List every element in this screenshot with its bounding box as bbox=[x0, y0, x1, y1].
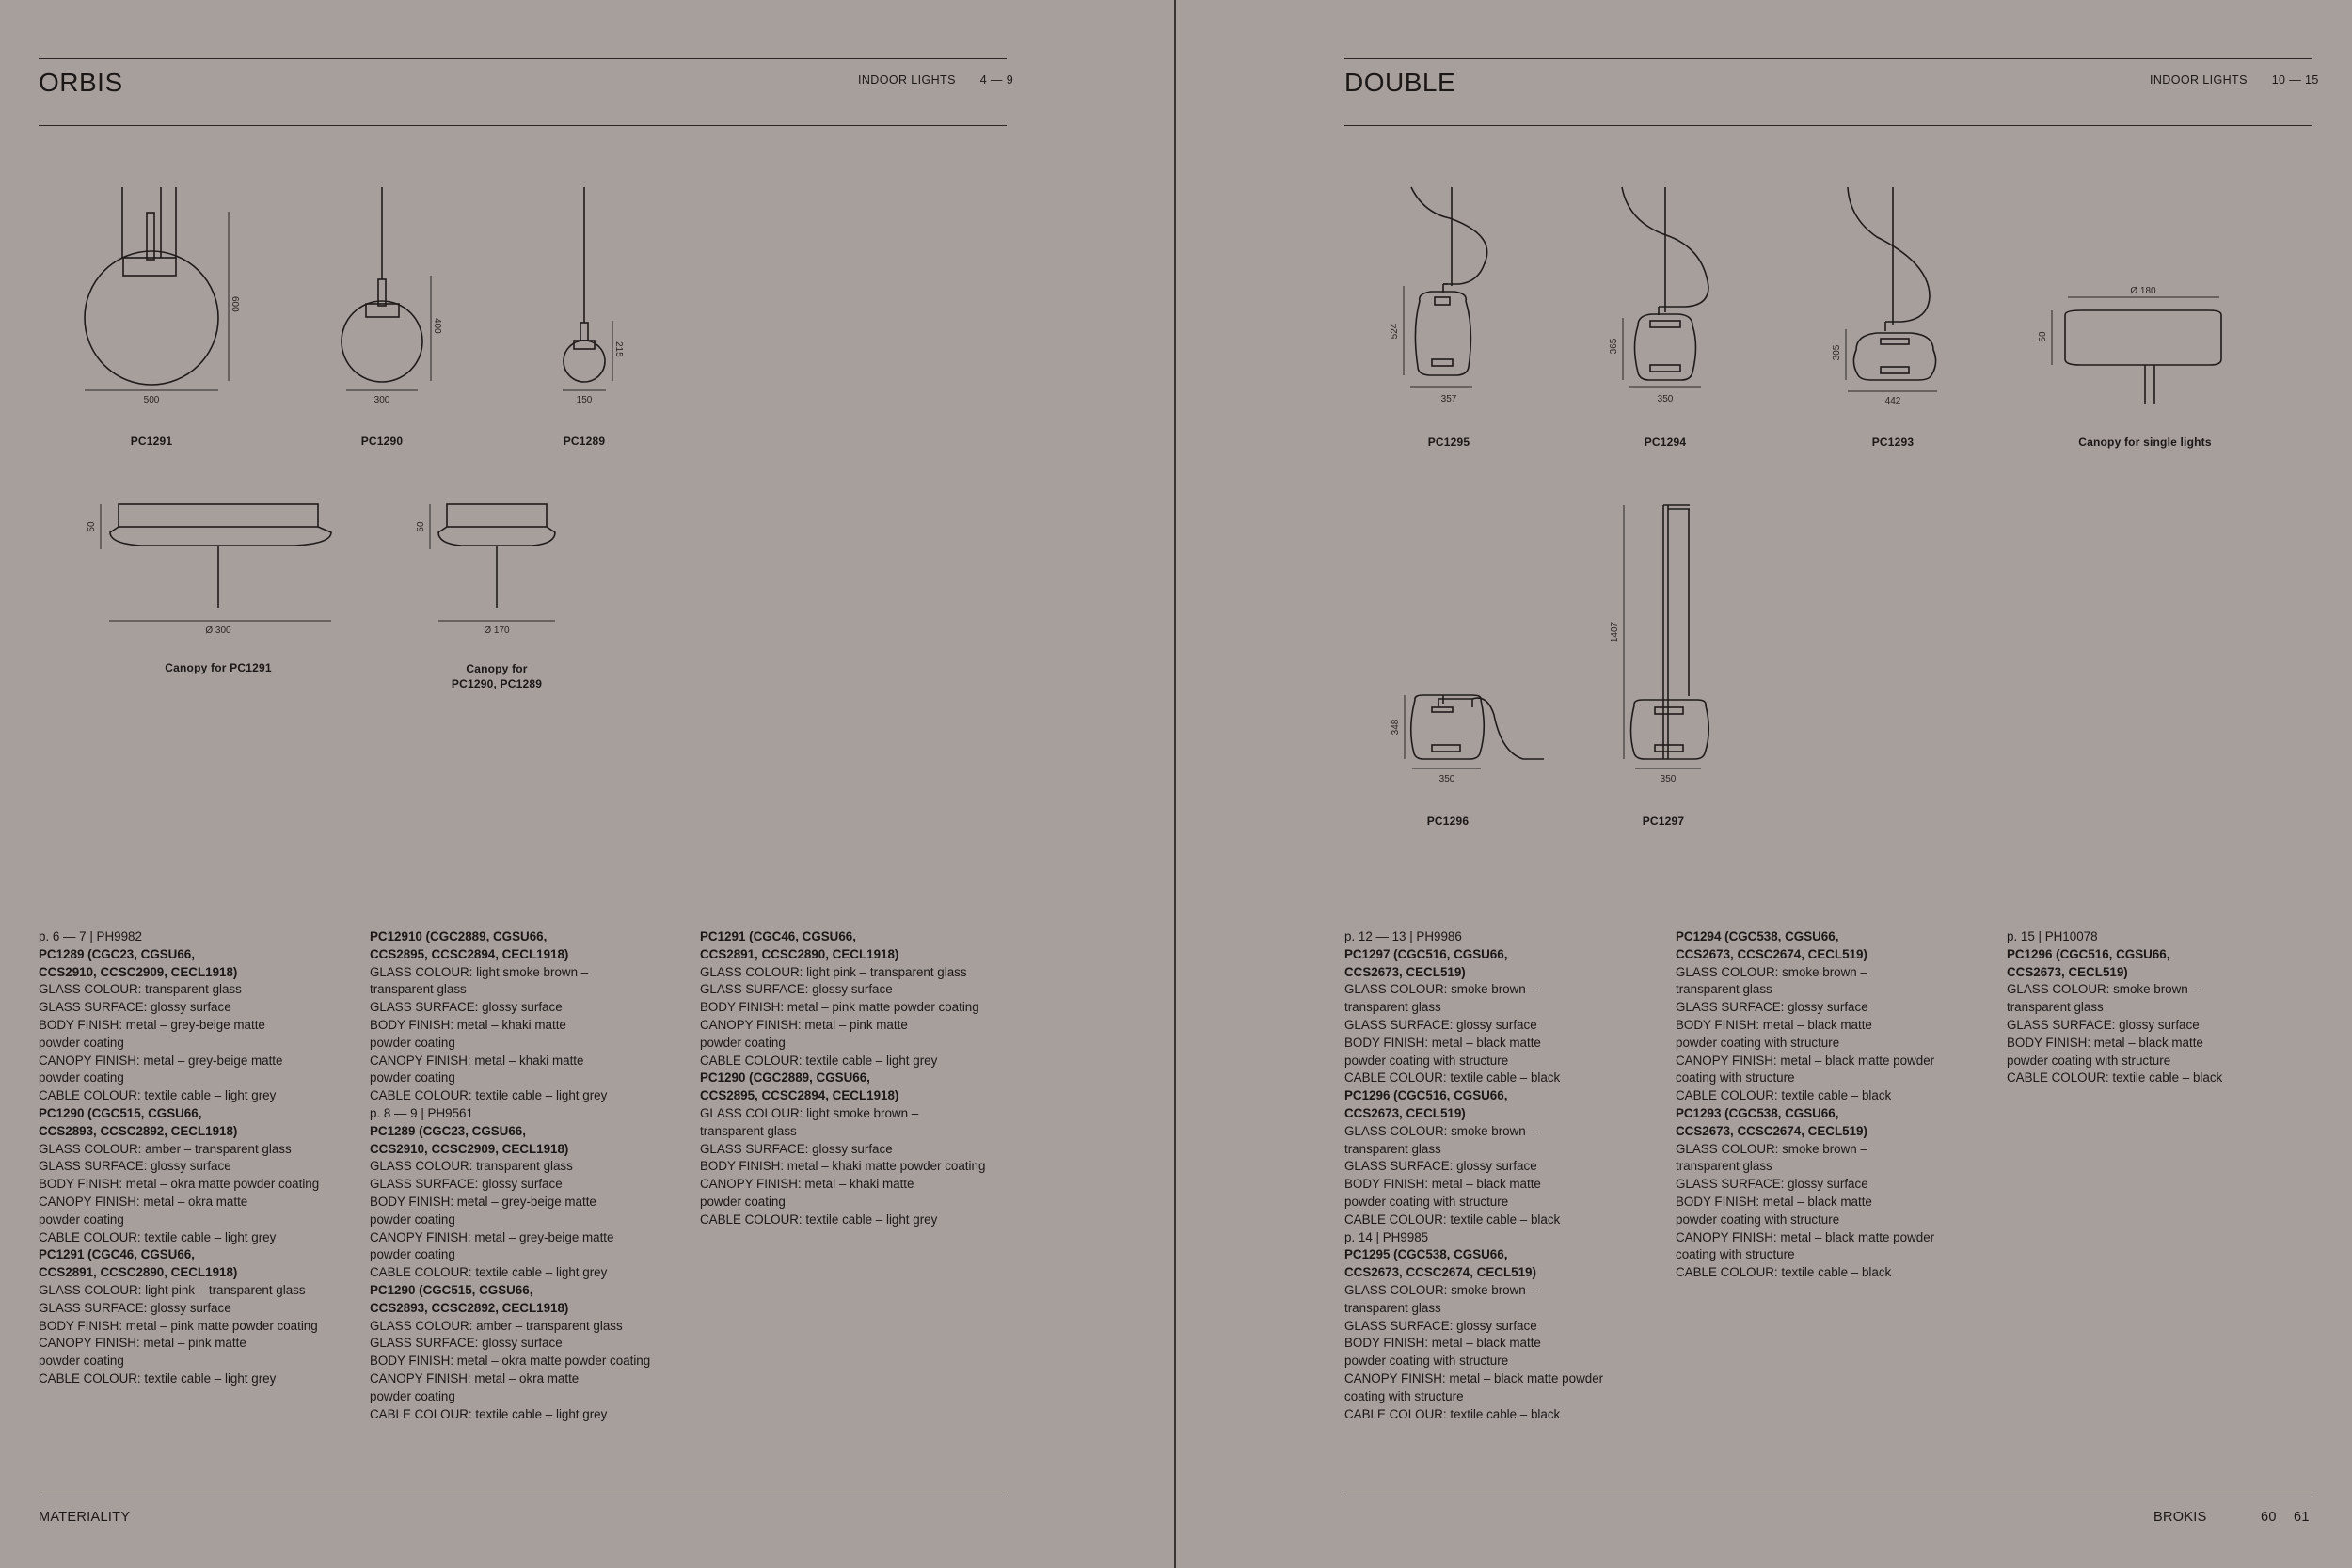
page-number-left: 60 bbox=[2261, 1510, 2277, 1525]
spec-line: GLASS SURFACE: glossy surface bbox=[370, 1336, 563, 1351]
spec-line: CANOPY FINISH: metal – grey-beige matte bbox=[370, 1229, 614, 1244]
spec-line: GLASS SURFACE: glossy surface bbox=[2007, 1017, 2200, 1032]
spec-line: CANOPY FINISH: metal – khaki matte bbox=[370, 1053, 584, 1068]
spec-line: CABLE COLOUR: textile cable – black bbox=[1676, 1265, 1892, 1280]
spec-line: BODY FINISH: metal – khaki matte powder coating bbox=[700, 1159, 986, 1174]
spec-line: powder coating with structure bbox=[1676, 1035, 1840, 1050]
spec-block bbox=[39, 928, 349, 1105]
canopy-pc1290-drawing bbox=[416, 504, 555, 636]
dim-h1294: 365 bbox=[1609, 338, 1619, 355]
spec-line: CANOPY FINISH: metal – pink matte bbox=[700, 1017, 908, 1032]
product-code: CCS2910, CCSC2909, CECL1918) bbox=[370, 1141, 569, 1156]
spec-block bbox=[370, 1282, 680, 1423]
spec-block bbox=[39, 1246, 349, 1387]
label-canopy-pc1291: Canopy for PC1291 bbox=[165, 661, 272, 674]
spec-line: GLASS SURFACE: glossy surface bbox=[1676, 1000, 1868, 1015]
spec-line: powder coating bbox=[370, 1212, 455, 1227]
spec-line: GLASS COLOUR: amber – transparent glass bbox=[39, 1141, 292, 1156]
spec-line: CABLE COLOUR: textile cable – black bbox=[1344, 1070, 1561, 1085]
spec-column-2 bbox=[1676, 928, 1986, 1282]
spec-line: GLASS SURFACE: glossy surface bbox=[39, 1300, 231, 1315]
spec-line: BODY FINISH: metal – pink matte powder coating bbox=[700, 1000, 979, 1015]
left-page bbox=[0, 0, 1174, 1568]
page-title: DOUBLE bbox=[1344, 68, 1456, 97]
label-pc1293: PC1293 bbox=[1871, 436, 1915, 449]
spec-line: powder coating with structure bbox=[1676, 1212, 1840, 1227]
dim-h1293: 305 bbox=[1832, 344, 1842, 361]
page-number-right: 61 bbox=[2294, 1510, 2310, 1525]
label-pc1294: PC1294 bbox=[1644, 436, 1687, 449]
dim-w1: 500 bbox=[143, 395, 160, 405]
spec-line: powder coating bbox=[39, 1212, 124, 1227]
dim-h1295: 524 bbox=[1390, 323, 1400, 340]
spec-line: GLASS SURFACE: glossy surface bbox=[1676, 1177, 1868, 1192]
label-pc1289: PC1289 bbox=[563, 435, 606, 448]
product-code: CCS2891, CCSC2890, CECL1918) bbox=[39, 1265, 238, 1280]
spec-line: powder coating bbox=[370, 1388, 455, 1403]
spec-line: CANOPY FINISH: metal – black matte powder bbox=[1676, 1053, 1935, 1068]
spec-line: powder coating bbox=[700, 1194, 786, 1209]
spec-line: BODY FINISH: metal – pink matte powder coating bbox=[39, 1318, 318, 1333]
pc1295-drawing bbox=[1390, 187, 1487, 404]
spec-line: CABLE COLOUR: textile cable – black bbox=[1344, 1212, 1561, 1227]
spec-line: powder coating bbox=[39, 1070, 124, 1085]
spec-line: transparent glass bbox=[1344, 1300, 1441, 1315]
dim-w3: 150 bbox=[576, 395, 593, 405]
spec-line: GLASS COLOUR: smoke brown – bbox=[1676, 964, 1867, 979]
spec-line: powder coating with structure bbox=[1344, 1194, 1509, 1209]
spec-line: CABLE COLOUR: textile cable – light grey bbox=[700, 1053, 938, 1068]
label-pc1295: PC1295 bbox=[1427, 436, 1470, 449]
page-reference: p. 12 — 13 | PH9986 bbox=[1344, 929, 1462, 943]
spec-line: CANOPY FINISH: metal – khaki matte bbox=[700, 1177, 914, 1192]
spec-line: BODY FINISH: metal – okra matte powder coating bbox=[39, 1177, 320, 1192]
spec-line: BODY FINISH: metal – black matte bbox=[1344, 1336, 1541, 1351]
right-page bbox=[1177, 0, 2352, 1568]
spec-line: BODY FINISH: metal – grey-beige matte bbox=[370, 1194, 596, 1209]
product-code: CCS2673, CECL519) bbox=[2007, 964, 2128, 979]
spec-line: BODY FINISH: metal – black matte bbox=[1344, 1035, 1541, 1050]
product-code: CCS2673, CCSC2674, CECL519) bbox=[1676, 946, 1867, 961]
spec-line: CABLE COLOUR: textile cable – light grey bbox=[370, 1406, 608, 1421]
spec-block bbox=[1676, 1105, 1986, 1282]
label-pc1297: PC1297 bbox=[1642, 815, 1685, 828]
product-code: CCS2673, CCSC2674, CECL519) bbox=[1344, 1265, 1536, 1280]
spec-line: powder coating bbox=[700, 1035, 786, 1050]
spec-column-3 bbox=[700, 928, 1010, 1229]
pc1296-drawing bbox=[1391, 695, 1544, 784]
dim-c1d: Ø 300 bbox=[205, 626, 231, 636]
spec-line: CABLE COLOUR: textile cable – light grey bbox=[370, 1088, 608, 1103]
footer-title: MATERIALITY bbox=[39, 1510, 131, 1525]
spec-line: powder coating with structure bbox=[2007, 1053, 2171, 1068]
page-range: 10 — 15 bbox=[2271, 73, 2319, 87]
spec-line: CANOPY FINISH: metal – black matte powder bbox=[1676, 1229, 1935, 1244]
page-title: ORBIS bbox=[39, 68, 123, 97]
product-code: PC1296 (CGC516, CGSU66, bbox=[1344, 1088, 1508, 1103]
page-reference: p. 6 — 7 | PH9982 bbox=[39, 929, 142, 943]
product-code: CCS2673, CECL519) bbox=[1344, 964, 1466, 979]
dim-w1296: 350 bbox=[1438, 774, 1455, 784]
label-pc1296: PC1296 bbox=[1426, 815, 1470, 828]
product-code: CCS2893, CCSC2892, CECL1918) bbox=[39, 1123, 238, 1138]
spec-line: BODY FINISH: metal – black matte bbox=[1676, 1017, 1872, 1032]
canopy-single-drawing bbox=[2038, 286, 2221, 404]
spec-line: transparent glass bbox=[1344, 1141, 1441, 1156]
spec-line: GLASS SURFACE: glossy surface bbox=[700, 982, 893, 997]
double-drawings bbox=[1177, 0, 2352, 847]
spec-line: transparent glass bbox=[370, 982, 467, 997]
spec-line: GLASS SURFACE: glossy surface bbox=[1344, 1318, 1537, 1333]
spec-line: BODY FINISH: metal – okra matte powder coating bbox=[370, 1354, 651, 1369]
spec-line: powder coating bbox=[39, 1354, 124, 1369]
spec-block bbox=[370, 928, 680, 1105]
product-code: PC12910 (CGC2889, CGSU66, bbox=[370, 929, 548, 943]
page-range: 4 — 9 bbox=[979, 73, 1014, 87]
dim-c2d: Ø 170 bbox=[484, 626, 510, 636]
spec-line: coating with structure bbox=[1344, 1388, 1464, 1403]
spec-line: GLASS SURFACE: glossy surface bbox=[39, 1000, 231, 1015]
product-code: PC1290 (CGC515, CGSU66, bbox=[370, 1282, 533, 1297]
spec-block bbox=[1344, 1229, 1655, 1424]
spec-column-1 bbox=[39, 928, 349, 1388]
dim-h1296: 348 bbox=[1391, 719, 1401, 736]
dim-cd: Ø 180 bbox=[2130, 286, 2156, 296]
section-name: INDOOR LIGHTS bbox=[858, 73, 956, 87]
dim-h1: 600 bbox=[230, 296, 240, 312]
spec-line: GLASS COLOUR: light pink – transparent glass bbox=[700, 964, 967, 979]
product-code: PC1294 (CGC538, CGSU66, bbox=[1676, 929, 1839, 943]
spec-line: CABLE COLOUR: textile cable – light grey bbox=[700, 1212, 938, 1227]
spec-block bbox=[700, 1069, 1010, 1228]
spec-line: BODY FINISH: metal – black matte bbox=[1344, 1177, 1541, 1192]
product-code: PC1291 (CGC46, CGSU66, bbox=[39, 1247, 195, 1262]
spec-block bbox=[370, 1105, 680, 1282]
product-code: CCS2673, CCSC2674, CECL519) bbox=[1676, 1123, 1867, 1138]
pc1291-drawing bbox=[85, 187, 240, 405]
spec-line: GLASS COLOUR: transparent glass bbox=[39, 982, 242, 997]
pc1294-drawing bbox=[1609, 187, 1708, 404]
spec-column-1 bbox=[1344, 928, 1655, 1423]
label-canopy-pc1290 bbox=[421, 661, 572, 691]
spec-line: GLASS SURFACE: glossy surface bbox=[700, 1141, 893, 1156]
spec-line: transparent glass bbox=[2007, 1000, 2104, 1015]
product-code: CCS2895, CCSC2894, CECL1918) bbox=[370, 946, 569, 961]
product-code: PC1296 (CGC516, CGSU66, bbox=[2007, 946, 2170, 961]
spec-line: GLASS COLOUR: transparent glass bbox=[370, 1159, 573, 1174]
spec-line: GLASS COLOUR: smoke brown – bbox=[1344, 1282, 1536, 1297]
spec-line: GLASS COLOUR: smoke brown – bbox=[2007, 982, 2199, 997]
spec-line: coating with structure bbox=[1676, 1070, 1795, 1085]
page-reference: p. 8 — 9 | PH9561 bbox=[370, 1105, 473, 1120]
spec-line: powder coating with structure bbox=[1344, 1053, 1509, 1068]
spec-line: CABLE COLOUR: textile cable – light grey bbox=[39, 1229, 277, 1244]
product-code: CCS2910, CCSC2909, CECL1918) bbox=[39, 964, 238, 979]
spec-line: coating with structure bbox=[1676, 1247, 1795, 1262]
product-code: CCS2893, CCSC2892, CECL1918) bbox=[370, 1300, 569, 1315]
spec-line: GLASS COLOUR: light smoke brown – bbox=[700, 1105, 919, 1120]
spec-line: CABLE COLOUR: textile cable – black bbox=[1676, 1088, 1892, 1103]
product-code: PC1291 (CGC46, CGSU66, bbox=[700, 929, 856, 943]
spec-line: CABLE COLOUR: textile cable – light grey bbox=[39, 1088, 277, 1103]
spec-line: CABLE COLOUR: textile cable – black bbox=[1344, 1406, 1561, 1421]
label-canopy-line1: Canopy for bbox=[466, 662, 528, 675]
label-pc1291: PC1291 bbox=[130, 435, 173, 448]
page-reference: p. 15 | PH10078 bbox=[2007, 929, 2098, 943]
spec-line: CANOPY FINISH: metal – pink matte bbox=[39, 1336, 246, 1351]
spec-line: CABLE COLOUR: textile cable – black bbox=[2007, 1070, 2223, 1085]
dim-h3: 215 bbox=[613, 341, 624, 357]
spec-line: BODY FINISH: metal – khaki matte bbox=[370, 1017, 566, 1032]
spec-line: transparent glass bbox=[1676, 1159, 1772, 1174]
spec-line: GLASS SURFACE: glossy surface bbox=[1344, 1159, 1537, 1174]
dim-w1297: 350 bbox=[1660, 774, 1677, 784]
spec-block bbox=[700, 928, 1010, 1069]
dim-h1297: 1407 bbox=[1610, 621, 1620, 643]
spec-line: GLASS SURFACE: glossy surface bbox=[370, 1177, 563, 1192]
spec-line: CANOPY FINISH: metal – okra matte bbox=[39, 1194, 248, 1209]
spec-line: GLASS SURFACE: glossy surface bbox=[1344, 1017, 1537, 1032]
dim-ch: 50 bbox=[2038, 331, 2048, 342]
pc1289-drawing bbox=[563, 187, 624, 405]
dim-h2: 400 bbox=[432, 318, 442, 334]
spec-line: GLASS COLOUR: light pink – transparent glass bbox=[39, 1282, 306, 1297]
spec-block bbox=[1344, 928, 1655, 1087]
product-code: PC1297 (CGC516, CGSU66, bbox=[1344, 946, 1508, 961]
dim-w1293: 442 bbox=[1884, 396, 1901, 406]
spec-line: powder coating bbox=[370, 1035, 455, 1050]
spec-line: transparent glass bbox=[700, 1123, 797, 1138]
orbis-drawings bbox=[0, 0, 1174, 734]
spec-block bbox=[1676, 928, 1986, 1105]
spec-line: BODY FINISH: metal – black matte bbox=[2007, 1035, 2203, 1050]
product-code: CCS2891, CCSC2890, CECL1918) bbox=[700, 946, 899, 961]
spec-line: CABLE COLOUR: textile cable – light grey bbox=[39, 1370, 277, 1386]
spec-line: BODY FINISH: metal – black matte bbox=[1676, 1194, 1872, 1209]
spec-block bbox=[2007, 928, 2317, 1087]
label-pc1290: PC1290 bbox=[360, 435, 404, 448]
pc1297-drawing bbox=[1610, 505, 1708, 784]
spec-line: CANOPY FINISH: metal – black matte powder bbox=[1344, 1370, 1604, 1386]
product-code: PC1289 (CGC23, CGSU66, bbox=[370, 1123, 526, 1138]
product-code: PC1289 (CGC23, CGSU66, bbox=[39, 946, 195, 961]
spec-line: GLASS SURFACE: glossy surface bbox=[370, 1000, 563, 1015]
footer-brand: BROKIS bbox=[2153, 1510, 2207, 1525]
product-code: PC1293 (CGC538, CGSU66, bbox=[1676, 1105, 1839, 1120]
product-code: PC1290 (CGC515, CGSU66, bbox=[39, 1105, 202, 1120]
product-code: PC1295 (CGC538, CGSU66, bbox=[1344, 1247, 1508, 1262]
spec-line: powder coating with structure bbox=[1344, 1354, 1509, 1369]
spec-line: powder coating bbox=[370, 1070, 455, 1085]
spec-line: transparent glass bbox=[1676, 982, 1772, 997]
spine-divider bbox=[1174, 0, 1176, 1568]
dim-c1h: 50 bbox=[87, 521, 97, 532]
label-canopy-single: Canopy for single lights bbox=[2078, 436, 2212, 449]
spec-line: CANOPY FINISH: metal – okra matte bbox=[370, 1370, 580, 1386]
spec-line: powder coating bbox=[39, 1035, 124, 1050]
spec-line: powder coating bbox=[370, 1247, 455, 1262]
spec-column-2 bbox=[370, 928, 680, 1423]
dim-c2h: 50 bbox=[416, 521, 426, 532]
spec-line: GLASS COLOUR: light smoke brown – bbox=[370, 964, 589, 979]
product-code: PC1290 (CGC2889, CGSU66, bbox=[700, 1070, 870, 1085]
spec-line: GLASS COLOUR: smoke brown – bbox=[1344, 982, 1536, 997]
section-name: INDOOR LIGHTS bbox=[2150, 73, 2248, 87]
spec-line: GLASS COLOUR: smoke brown – bbox=[1344, 1123, 1536, 1138]
page-reference: p. 14 | PH9985 bbox=[1344, 1229, 1429, 1244]
spec-line: transparent glass bbox=[1344, 1000, 1441, 1015]
label-canopy-line2: PC1290, PC1289 bbox=[451, 677, 543, 690]
spec-block bbox=[1344, 1087, 1655, 1228]
product-code: CCS2895, CCSC2894, CECL1918) bbox=[700, 1088, 899, 1103]
spec-line: GLASS COLOUR: smoke brown – bbox=[1676, 1141, 1867, 1156]
product-code: CCS2673, CECL519) bbox=[1344, 1105, 1466, 1120]
pc1290-drawing bbox=[342, 187, 442, 405]
spec-block bbox=[39, 1105, 349, 1246]
spec-line: GLASS COLOUR: amber – transparent glass bbox=[370, 1318, 623, 1333]
spec-line: BODY FINISH: metal – grey-beige matte bbox=[39, 1017, 265, 1032]
spec-line: GLASS SURFACE: glossy surface bbox=[39, 1159, 231, 1174]
spec-line: CANOPY FINISH: metal – grey-beige matte bbox=[39, 1053, 283, 1068]
pc1293-drawing bbox=[1832, 187, 1937, 406]
canopy-pc1291-drawing bbox=[87, 504, 331, 636]
spec-column-3 bbox=[2007, 928, 2317, 1087]
dim-w2: 300 bbox=[373, 395, 390, 405]
spec-line: CABLE COLOUR: textile cable – light grey bbox=[370, 1265, 608, 1280]
dim-w1294: 350 bbox=[1657, 394, 1674, 404]
dim-w1295: 357 bbox=[1440, 394, 1457, 404]
